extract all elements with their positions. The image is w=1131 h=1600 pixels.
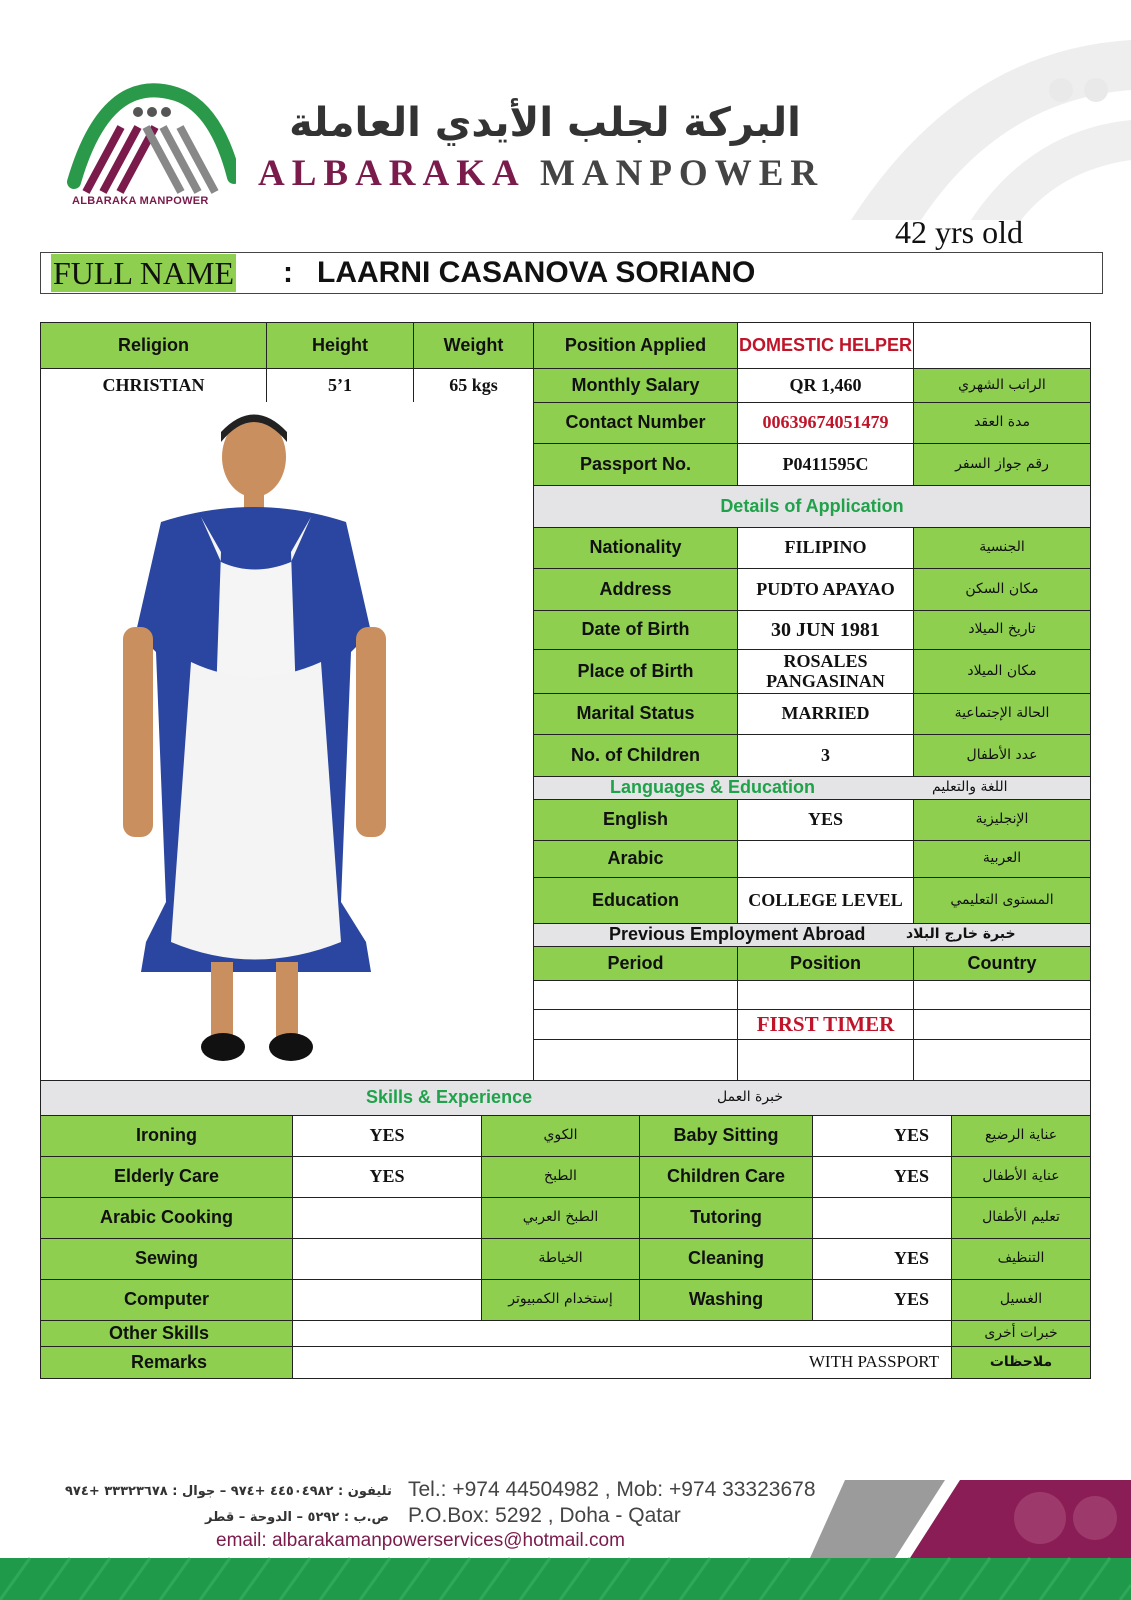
- footer-po-box: P.O.Box: 5292 , Doha - Qatar: [408, 1504, 681, 1527]
- contact-number-arabic: مدة العقد: [913, 402, 1091, 444]
- remarks-arabic: ملاحظات: [951, 1346, 1091, 1379]
- english-arabic: الإنجليزية: [913, 799, 1091, 841]
- employment-row-1-position: [737, 980, 914, 1010]
- skill-washing-value: YES: [812, 1279, 952, 1321]
- skill-cleaning-value: YES: [812, 1238, 952, 1280]
- skill-sewing-label: Sewing: [40, 1238, 293, 1280]
- position-applied-value: DOMESTIC HELPER: [737, 322, 914, 369]
- skill-children-care-label: Children Care: [639, 1156, 813, 1198]
- languages-education-title-arabic: اللغة والتعليم: [932, 779, 1008, 796]
- skill-ironing-label: Ironing: [40, 1115, 293, 1157]
- footer-telephone: Tel.: +974 44504982 , Mob: +974 33323678: [408, 1478, 816, 1501]
- english-label: English: [533, 799, 738, 841]
- languages-education-header: [533, 776, 1091, 800]
- monthly-salary-arabic: الراتب الشهري: [913, 368, 1091, 403]
- children-value: 3: [737, 734, 914, 777]
- skill-baby-sitting-arabic: عناية الرضيع: [951, 1115, 1091, 1157]
- skills-experience-header: [40, 1080, 1091, 1116]
- height-value: 5’1: [266, 368, 414, 403]
- age-label: 42 yrs old: [895, 214, 1023, 250]
- passport-label: Passport No.: [533, 443, 738, 486]
- brand-name-arabic: البركة لجلب الأيدي العاملة: [289, 100, 801, 146]
- position-applied-label: Position Applied: [533, 322, 738, 369]
- english-value: YES: [737, 799, 914, 841]
- children-arabic: عدد الأطفال: [913, 734, 1091, 777]
- other-skills-label: Other Skills: [40, 1320, 293, 1347]
- weight-label: Weight: [413, 322, 534, 369]
- skills-experience-title: Skills & Experience: [366, 1087, 533, 1108]
- footer-decoration: [0, 1480, 1131, 1600]
- contact-number-value: 00639674051479: [737, 402, 914, 444]
- skill-washing-arabic: الغسيل: [951, 1279, 1091, 1321]
- date-of-birth-label: Date of Birth: [533, 610, 738, 650]
- address-arabic: مكان السكن: [913, 568, 1091, 611]
- employment-row-3-position: [737, 1039, 914, 1081]
- arabic-value: [737, 840, 914, 878]
- employment-row-3-country: [913, 1039, 1091, 1081]
- skill-arabic-cooking-label: Arabic Cooking: [40, 1197, 293, 1239]
- skill-arabic-cooking-value: [292, 1197, 482, 1239]
- skill-tutoring-arabic: تعليم الأطفال: [951, 1197, 1091, 1239]
- employment-row-3-period: [533, 1039, 738, 1081]
- education-label: Education: [533, 877, 738, 924]
- monthly-salary-label: Monthly Salary: [533, 368, 738, 403]
- employment-row-1-country: [913, 980, 1091, 1010]
- skill-cleaning-label: Cleaning: [639, 1238, 813, 1280]
- footer-contact-arabic: تليفون : ٤٤٥٠٤٩٨٢ +٩٧٤ – جوال : ٣٣٣٢٣٦٧٨ +٩٧٤: [65, 1484, 392, 1499]
- education-value: COLLEGE LEVEL: [737, 877, 914, 924]
- position-column-header: Position: [737, 946, 914, 981]
- skill-sewing-arabic: الخياطة: [481, 1238, 640, 1280]
- education-arabic: المستوى التعليمي: [913, 877, 1091, 924]
- nationality-value: FILIPINO: [737, 527, 914, 569]
- employment-row-2-country: [913, 1009, 1091, 1040]
- brand-word-albaraka: ALBARAKA: [258, 153, 524, 194]
- skill-washing-label: Washing: [639, 1279, 813, 1321]
- skill-computer-label: Computer: [40, 1279, 293, 1321]
- date-of-birth-arabic: تاريخ الميلاد: [913, 610, 1091, 650]
- previous-employment-title: Previous Employment Abroad: [609, 924, 866, 945]
- full-name-colon: :: [283, 256, 293, 289]
- skill-tutoring-value: [812, 1197, 952, 1239]
- skills-experience-title-arabic: خبرة العمل: [717, 1089, 783, 1106]
- previous-employment-title-arabic: خبرة خارج البلاد: [906, 926, 1016, 943]
- weight-value: 65 kgs: [413, 368, 534, 403]
- date-of-birth-value: 30 JUN 1981: [737, 610, 914, 650]
- country-column-header: Country: [913, 946, 1091, 981]
- height-label: Height: [266, 322, 414, 369]
- other-skills-value: [292, 1320, 952, 1347]
- skill-elderly-care-value: YES: [292, 1156, 482, 1198]
- brand-word-manpower: MANPOWER: [539, 153, 825, 194]
- skill-ironing-value: YES: [292, 1115, 482, 1157]
- skill-arabic-cooking-arabic: الطبخ العربي: [481, 1197, 640, 1239]
- skill-elderly-care-arabic: الطبخ: [481, 1156, 640, 1198]
- marital-status-arabic: الحالة الإجتماعية: [913, 693, 1091, 735]
- passport-value: P0411595C: [737, 443, 914, 486]
- first-timer-note: FIRST TIMER: [737, 1009, 914, 1040]
- logo-caption: ALBARAKA MANPOWER: [72, 195, 209, 207]
- nationality-label: Nationality: [533, 527, 738, 569]
- place-of-birth-label: Place of Birth: [533, 649, 738, 694]
- skill-sewing-value: [292, 1238, 482, 1280]
- remarks-label: Remarks: [40, 1346, 293, 1379]
- remarks-value: WITH PASSPORT: [292, 1346, 952, 1379]
- skill-tutoring-label: Tutoring: [639, 1197, 813, 1239]
- address-label: Address: [533, 568, 738, 611]
- arabic-label: Arabic: [533, 840, 738, 878]
- background-arcs-decoration: [811, 30, 1131, 220]
- skill-children-care-arabic: عناية الأطفال: [951, 1156, 1091, 1198]
- candidate-photo-area: [40, 402, 534, 1080]
- skill-computer-arabic: إستخدام الكمبيوتر: [481, 1279, 640, 1321]
- skill-cleaning-arabic: التنظيف: [951, 1238, 1091, 1280]
- marital-status-label: Marital Status: [533, 693, 738, 735]
- skill-baby-sitting-label: Baby Sitting: [639, 1115, 813, 1157]
- full-name-label: FULL NAME: [53, 255, 235, 291]
- previous-employment-header: [533, 923, 1091, 947]
- passport-arabic: رقم جواز السفر: [913, 443, 1091, 486]
- arabic-arabic: العربية: [913, 840, 1091, 878]
- skill-children-care-value: YES: [812, 1156, 952, 1198]
- monthly-salary-value: QR 1,460: [737, 368, 914, 403]
- religion-value: CHRISTIAN: [40, 368, 267, 403]
- candidate-photo: [41, 402, 535, 1080]
- place-of-birth-arabic: مكان الميلاد: [913, 649, 1091, 694]
- religion-label: Religion: [40, 322, 267, 369]
- footer-address-arabic: ص.ب : ٥٢٩٢ – الدوحة – قطر: [205, 1510, 390, 1525]
- marital-status-value: MARRIED: [737, 693, 914, 735]
- place-of-birth-value: ROSALES PANGASINAN: [737, 649, 914, 694]
- albaraka-logo: [66, 72, 236, 212]
- skill-elderly-care-label: Elderly Care: [40, 1156, 293, 1198]
- position-empty-cell: [913, 322, 1091, 369]
- address-value: PUDTO APAYAO: [737, 568, 914, 611]
- nationality-arabic: الجنسية: [913, 527, 1091, 569]
- other-skills-arabic: خبرات أخرى: [951, 1320, 1091, 1347]
- full-name-box: [40, 252, 1103, 294]
- skill-baby-sitting-value: YES: [812, 1115, 952, 1157]
- employment-row-1-period: [533, 980, 738, 1010]
- brand-name-english: [258, 152, 824, 195]
- skill-computer-value: [292, 1279, 482, 1321]
- employment-row-2-period: [533, 1009, 738, 1040]
- languages-education-title: Languages & Education: [610, 777, 816, 798]
- children-label: No. of Children: [533, 734, 738, 777]
- full-name-value: LAARNI CASANOVA SORIANO: [317, 256, 756, 289]
- footer-email: email: albarakamanpowerservices@hotmail.com: [216, 1530, 625, 1551]
- period-column-header: Period: [533, 946, 738, 981]
- skill-ironing-arabic: الكوي: [481, 1115, 640, 1157]
- contact-number-label: Contact Number: [533, 402, 738, 444]
- details-of-application-header: Details of Application: [533, 485, 1091, 528]
